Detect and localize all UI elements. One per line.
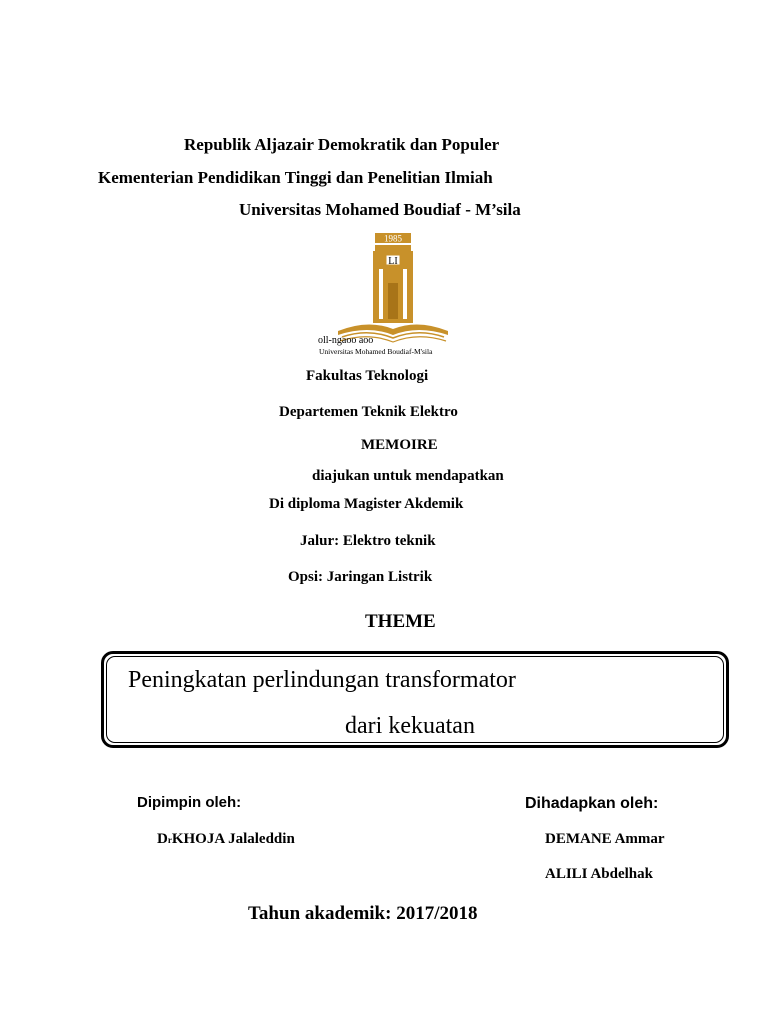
supervisor-prefix: D: [157, 831, 168, 847]
supervisor-prefix-sub: r: [167, 835, 172, 845]
theme-label: THEME: [365, 611, 436, 632]
purpose: diajukan untuk mendapatkan: [312, 468, 504, 484]
academic-year: Tahun akademik: 2017/2018: [248, 903, 478, 924]
header-country: Republik Aljazair Demokratik dan Populer: [184, 135, 500, 154]
theme-line-1: Peningkatan perlindungan transformator: [128, 667, 516, 693]
department: Departemen Teknik Elektro: [279, 404, 458, 420]
theme-line-2: dari kekuatan: [345, 713, 475, 739]
faculty: Fakultas Teknologi: [306, 368, 429, 384]
logo-mark: LI: [388, 256, 398, 267]
student-name-1: DEMANE Ammar: [545, 831, 665, 847]
logo-year: 1985: [384, 233, 402, 244]
diploma: Di diploma Magister Akdemik: [269, 496, 464, 512]
supervisor-surname: KHOJA Jalaleddin: [171, 831, 295, 847]
logo-caption-1: oll-ngaoo aoo: [318, 335, 374, 346]
logo-caption-2: Universitas Mohamed Boudiaf-M'sila: [319, 347, 433, 356]
header-ministry: Kementerian Pendidikan Tinggi dan Penelitian Ilmiah: [98, 168, 493, 187]
track: Jalur: Elektro teknik: [300, 533, 436, 549]
option: Opsi: Jaringan Listrik: [288, 569, 433, 585]
students-label: Dihadapkan oleh:: [525, 795, 659, 812]
header-university: Universitas Mohamed Boudiaf - M’sila: [239, 200, 521, 219]
supervisor-name: [157, 832, 295, 847]
supervisor-label: Dipimpin oleh:: [137, 794, 242, 811]
student-name-2: ALILI Abdelhak: [545, 866, 653, 882]
doc-type: MEMOIRE: [361, 437, 438, 453]
